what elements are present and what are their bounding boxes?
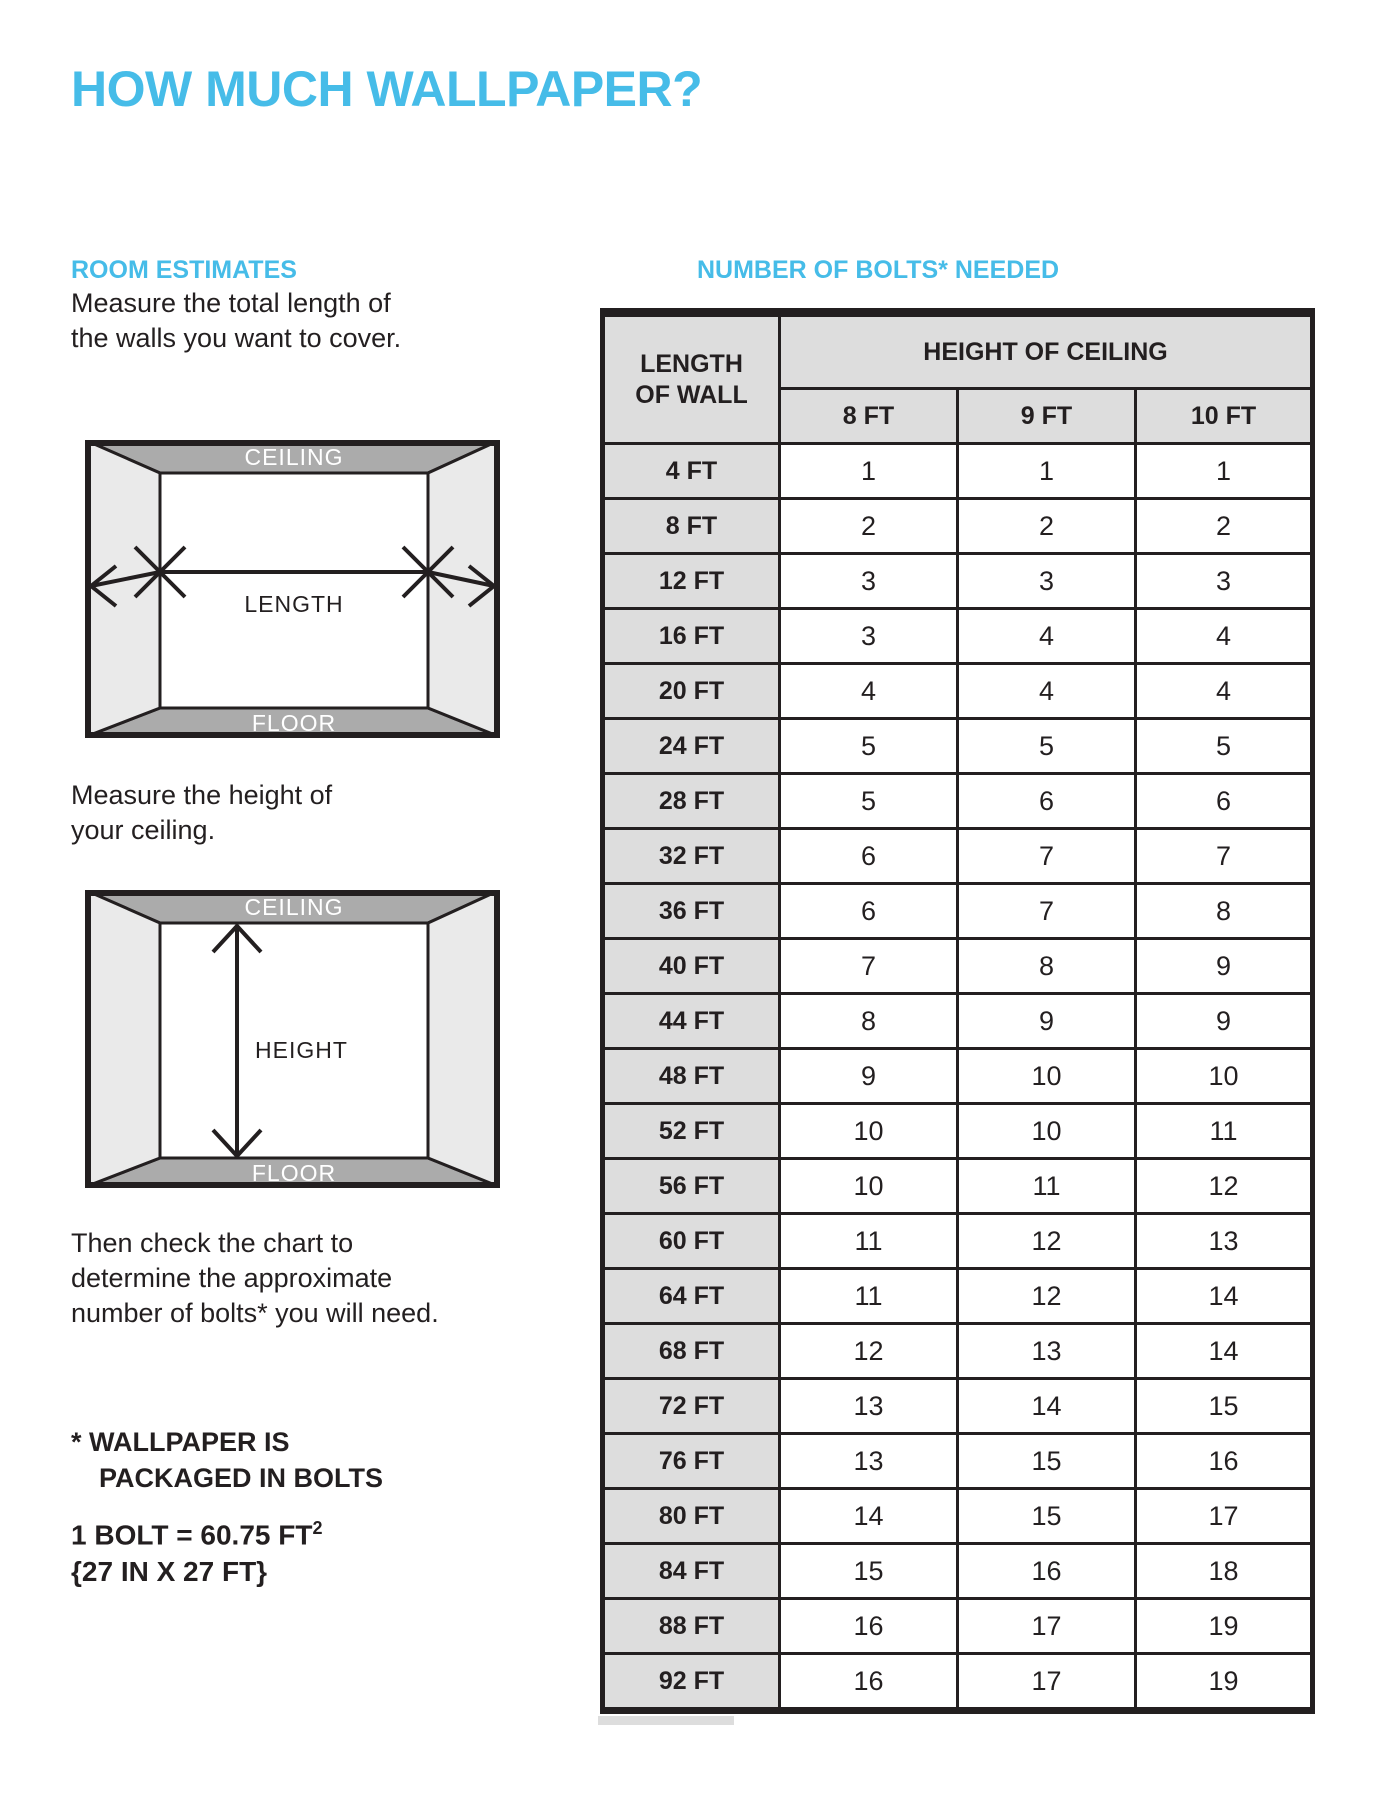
table-row <box>603 994 1313 1049</box>
table-row <box>603 1104 1313 1159</box>
cell-10ft: 10 <box>1136 1049 1313 1104</box>
cell-10ft: 14 <box>1136 1324 1313 1379</box>
cell-8ft: 3 <box>780 554 958 609</box>
table-row <box>603 1489 1313 1544</box>
table-row <box>603 829 1313 884</box>
left-wall-panel <box>85 890 160 1187</box>
height-diagram-svg <box>85 890 500 1188</box>
cell-8ft: 9 <box>780 1049 958 1104</box>
cell-9ft: 10 <box>958 1104 1136 1159</box>
row-label: 60 FT <box>603 1214 780 1269</box>
table-row <box>603 444 1313 499</box>
row-label: 36 FT <box>603 884 780 939</box>
cell-9ft: 5 <box>958 719 1136 774</box>
cell-8ft: 15 <box>780 1544 958 1599</box>
step3-text <box>71 1226 439 1331</box>
step3-line1: Then check the chart to <box>71 1228 354 1258</box>
row-label: 64 FT <box>603 1269 780 1324</box>
row-label: 76 FT <box>603 1434 780 1489</box>
table-row <box>603 939 1313 994</box>
table-row <box>603 719 1313 774</box>
cell-10ft: 6 <box>1136 774 1313 829</box>
floor-label: FLOOR <box>251 710 337 736</box>
table-row <box>603 1599 1313 1654</box>
cell-9ft: 13 <box>958 1324 1136 1379</box>
cell-9ft: 1 <box>958 444 1136 499</box>
cell-10ft: 13 <box>1136 1214 1313 1269</box>
table-row <box>603 884 1313 939</box>
row-label: 72 FT <box>603 1379 780 1434</box>
cell-8ft: 11 <box>780 1269 958 1324</box>
cell-10ft: 5 <box>1136 719 1313 774</box>
table-row <box>603 1324 1313 1379</box>
bolt-equation-base: 1 BOLT = 60.75 FT <box>71 1519 313 1551</box>
cell-9ft: 8 <box>958 939 1136 994</box>
bolt-equation-exponent: 2 <box>312 1518 323 1538</box>
step1-line2: the walls you want to cover. <box>71 323 402 353</box>
length-of-wall-header <box>603 313 780 444</box>
cell-10ft: 11 <box>1136 1104 1313 1159</box>
cell-9ft: 3 <box>958 554 1136 609</box>
cell-8ft: 8 <box>780 994 958 1049</box>
table-row <box>603 664 1313 719</box>
row-label: 68 FT <box>603 1324 780 1379</box>
bolt-dimensions: {27 IN X 27 FT} <box>71 1556 268 1587</box>
cell-10ft: 15 <box>1136 1379 1313 1434</box>
row-label: 16 FT <box>603 609 780 664</box>
cell-10ft: 12 <box>1136 1159 1313 1214</box>
table-row <box>603 1159 1313 1214</box>
step1-text <box>71 286 401 356</box>
table-row <box>603 1654 1313 1711</box>
step2-line2: your ceiling. <box>71 815 216 845</box>
cell-8ft: 11 <box>780 1214 958 1269</box>
step3-line2: determine the approximate <box>71 1263 393 1293</box>
cell-9ft: 4 <box>958 664 1136 719</box>
row-label: 44 FT <box>603 994 780 1049</box>
footnote-line2: PACKAGED IN BOLTS <box>99 1463 384 1493</box>
cell-8ft: 7 <box>780 939 958 994</box>
row-label: 28 FT <box>603 774 780 829</box>
cell-9ft: 17 <box>958 1654 1136 1711</box>
cell-8ft: 1 <box>780 444 958 499</box>
cell-8ft: 5 <box>780 719 958 774</box>
cell-8ft: 13 <box>780 1434 958 1489</box>
table-row <box>603 1214 1313 1269</box>
ceiling-label: CEILING <box>244 894 344 920</box>
row-label: 4 FT <box>603 444 780 499</box>
page-title: HOW MUCH WALLPAPER? <box>71 61 703 117</box>
height-diagram <box>85 890 500 1188</box>
row-label: 40 FT <box>603 939 780 994</box>
cell-9ft: 12 <box>958 1214 1136 1269</box>
length-of-wall-line2: OF WALL <box>635 380 748 409</box>
step1-line1: Measure the total length of <box>71 288 391 318</box>
cell-8ft: 16 <box>780 1599 958 1654</box>
footnote-line1: * WALLPAPER IS <box>71 1427 290 1457</box>
cell-10ft: 1 <box>1136 444 1313 499</box>
bolts-table <box>600 308 1315 1714</box>
cell-10ft: 2 <box>1136 499 1313 554</box>
table-row <box>603 1379 1313 1434</box>
cell-8ft: 2 <box>780 499 958 554</box>
table-row <box>603 1049 1313 1104</box>
cell-9ft: 15 <box>958 1434 1136 1489</box>
cell-10ft: 16 <box>1136 1434 1313 1489</box>
cell-9ft: 2 <box>958 499 1136 554</box>
row-label: 88 FT <box>603 1599 780 1654</box>
length-diagram-svg <box>85 440 500 738</box>
table-shadow-strip <box>598 1716 734 1725</box>
cell-9ft: 6 <box>958 774 1136 829</box>
floor-label: FLOOR <box>251 1160 337 1186</box>
step3-line3: number of bolts* you will need. <box>71 1298 439 1328</box>
cell-10ft: 9 <box>1136 939 1313 994</box>
cell-10ft: 14 <box>1136 1269 1313 1324</box>
cell-8ft: 5 <box>780 774 958 829</box>
cell-10ft: 9 <box>1136 994 1313 1049</box>
cell-8ft: 12 <box>780 1324 958 1379</box>
cell-9ft: 11 <box>958 1159 1136 1214</box>
cell-10ft: 19 <box>1136 1654 1313 1711</box>
cell-10ft: 4 <box>1136 664 1313 719</box>
cell-10ft: 7 <box>1136 829 1313 884</box>
cell-9ft: 7 <box>958 829 1136 884</box>
row-label: 12 FT <box>603 554 780 609</box>
cell-8ft: 4 <box>780 664 958 719</box>
room-estimates-heading: ROOM ESTIMATES <box>71 256 297 284</box>
cell-9ft: 15 <box>958 1489 1136 1544</box>
table-row <box>603 609 1313 664</box>
cell-9ft: 4 <box>958 609 1136 664</box>
cell-10ft: 19 <box>1136 1599 1313 1654</box>
cell-9ft: 10 <box>958 1049 1136 1104</box>
table-header-row-1 <box>603 313 1313 389</box>
ceiling-label: CEILING <box>244 444 344 470</box>
col-header-10ft: 10 FT <box>1136 389 1313 444</box>
cell-10ft: 17 <box>1136 1489 1313 1544</box>
step2-text <box>71 778 332 848</box>
cell-8ft: 14 <box>780 1489 958 1544</box>
cell-8ft: 6 <box>780 884 958 939</box>
col-header-9ft: 9 FT <box>958 389 1136 444</box>
cell-8ft: 13 <box>780 1379 958 1434</box>
row-label: 20 FT <box>603 664 780 719</box>
row-label: 52 FT <box>603 1104 780 1159</box>
step2-line1: Measure the height of <box>71 780 333 810</box>
row-label: 24 FT <box>603 719 780 774</box>
bolts-needed-heading: NUMBER OF BOLTS* NEEDED <box>697 256 1060 284</box>
cell-9ft: 17 <box>958 1599 1136 1654</box>
cell-10ft: 8 <box>1136 884 1313 939</box>
right-wall-panel <box>428 890 500 1187</box>
table-row <box>603 1434 1313 1489</box>
cell-8ft: 16 <box>780 1654 958 1711</box>
cell-9ft: 16 <box>958 1544 1136 1599</box>
table-row <box>603 774 1313 829</box>
length-diagram <box>85 440 500 738</box>
row-label: 32 FT <box>603 829 780 884</box>
table-row <box>603 1544 1313 1599</box>
row-label: 80 FT <box>603 1489 780 1544</box>
row-label: 92 FT <box>603 1654 780 1711</box>
col-header-8ft: 8 FT <box>780 389 958 444</box>
cell-8ft: 3 <box>780 609 958 664</box>
row-label: 8 FT <box>603 499 780 554</box>
cell-9ft: 12 <box>958 1269 1136 1324</box>
height-label: HEIGHT <box>255 1037 348 1063</box>
cell-8ft: 10 <box>780 1159 958 1214</box>
table-row <box>603 554 1313 609</box>
row-label: 48 FT <box>603 1049 780 1104</box>
height-of-ceiling-header: HEIGHT OF CEILING <box>780 313 1313 389</box>
cell-9ft: 14 <box>958 1379 1136 1434</box>
cell-10ft: 18 <box>1136 1544 1313 1599</box>
cell-9ft: 9 <box>958 994 1136 1049</box>
length-of-wall-line1: LENGTH <box>640 349 743 378</box>
table-row <box>603 499 1313 554</box>
row-label: 56 FT <box>603 1159 780 1214</box>
cell-8ft: 6 <box>780 829 958 884</box>
cell-8ft: 10 <box>780 1104 958 1159</box>
length-label: LENGTH <box>244 591 344 617</box>
bolt-equation <box>71 1518 322 1551</box>
wallpaper-footnote <box>71 1424 383 1496</box>
row-label: 84 FT <box>603 1544 780 1599</box>
cell-10ft: 3 <box>1136 554 1313 609</box>
cell-10ft: 4 <box>1136 609 1313 664</box>
cell-9ft: 7 <box>958 884 1136 939</box>
table-row <box>603 1269 1313 1324</box>
